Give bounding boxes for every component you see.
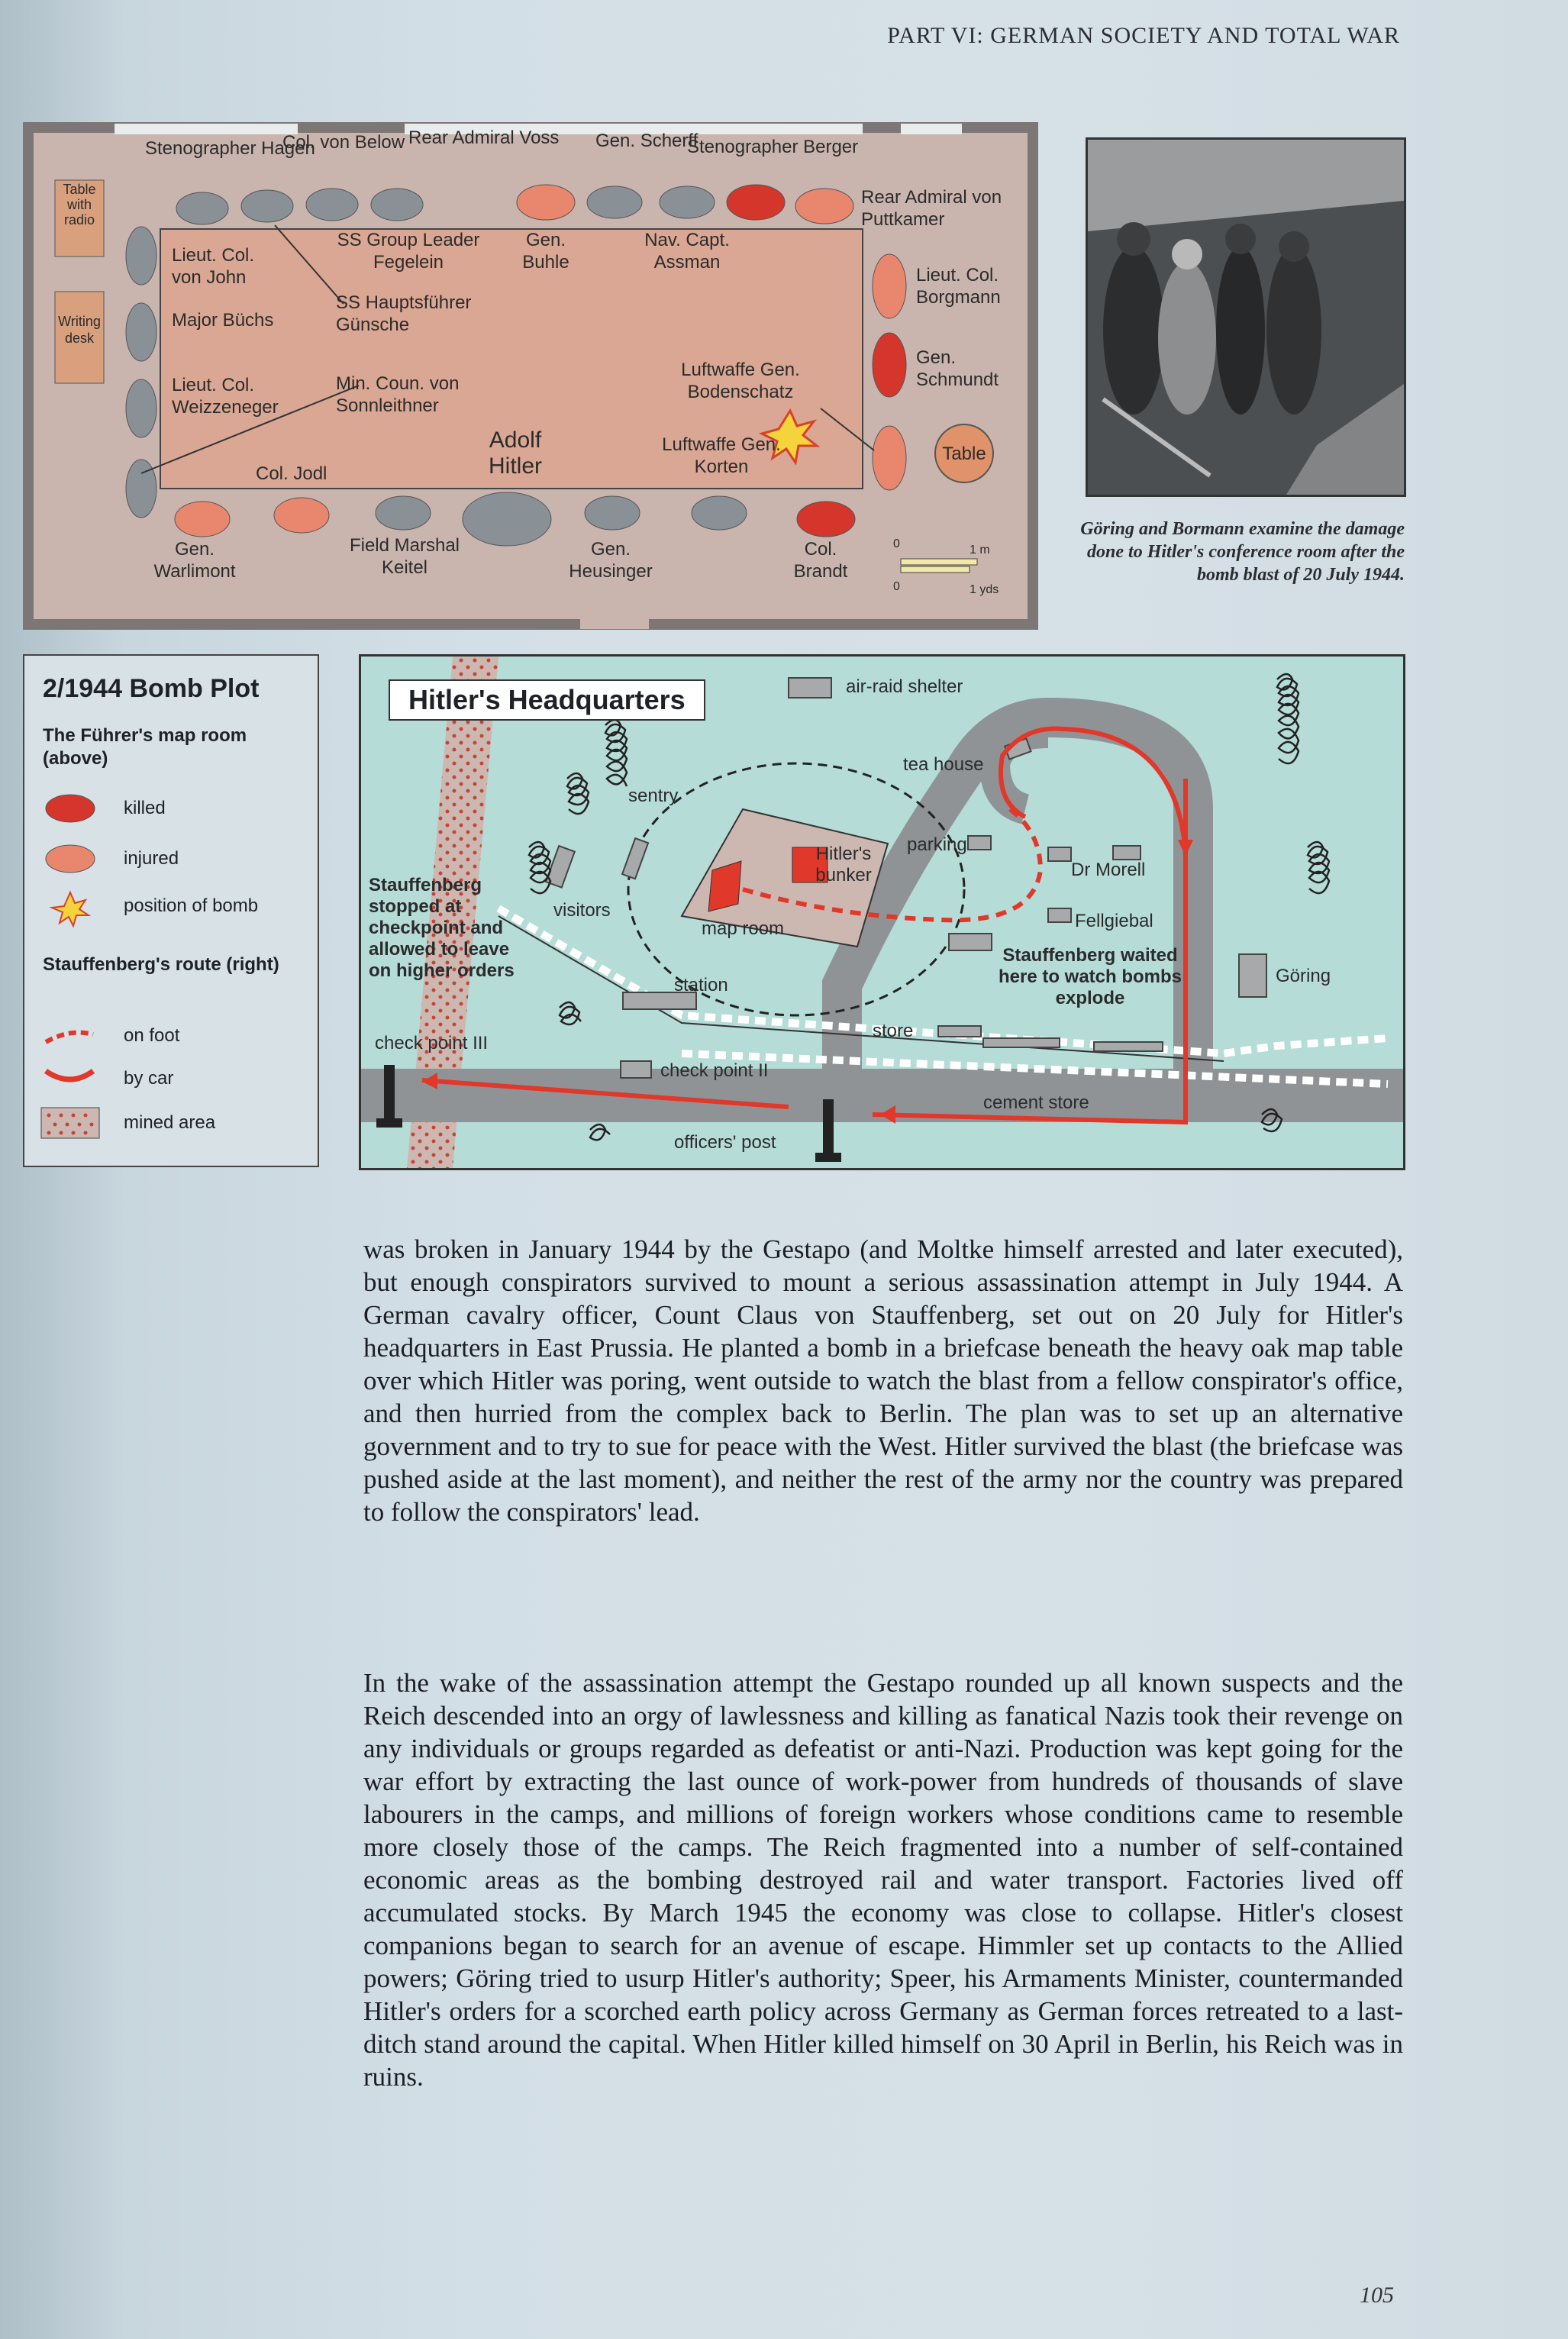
label-sonnleithner: Min. Coun. von Sonnleithner bbox=[336, 373, 460, 416]
label-check-point-3: check point III bbox=[375, 1033, 489, 1053]
map-room-diagram bbox=[23, 122, 1038, 630]
legend-killed: killed bbox=[124, 798, 166, 818]
mined-area-icon bbox=[40, 1106, 101, 1140]
running-head: PART VI: GERMAN SOCIETY AND TOTAL WAR bbox=[887, 23, 1400, 48]
label-brandt: Col. Brandt bbox=[793, 539, 848, 582]
label-dr-morell: Dr Morell bbox=[1071, 860, 1146, 880]
label-stenographer-berger: Stenographer Berger bbox=[687, 137, 859, 157]
label-weizzeneger: Lieut. Col. Weizzeneger bbox=[172, 375, 279, 418]
photo-caption: Göring and Bormann examine the damage done to Hitler's conference room after the bomb blast of 20 July 1944. bbox=[1080, 519, 1405, 585]
label-check-point-2: check point II bbox=[660, 1060, 769, 1081]
label-puttkamer: Rear Admiral von Puttkamer bbox=[861, 187, 1002, 230]
legend-title: 2/1944 Bomb Plot bbox=[43, 674, 260, 703]
legend-on-foot: on foot bbox=[124, 1025, 180, 1046]
label-writing-desk: Writing desk bbox=[58, 314, 101, 346]
label-voss: Rear Admiral Voss bbox=[408, 127, 560, 148]
label-buchs: Major Büchs bbox=[172, 310, 274, 331]
photo-drawing bbox=[1088, 140, 1404, 495]
label-station: station bbox=[674, 975, 728, 995]
label-von-below: Col. von Below bbox=[282, 132, 405, 153]
note-stauffenberg-waited: Stauffenberg waited here to watch bombs explode bbox=[998, 945, 1182, 1008]
label-buhle: Gen. Buhle bbox=[522, 230, 569, 273]
legend-mined: mined area bbox=[124, 1112, 216, 1133]
on-foot-icon bbox=[40, 1021, 101, 1051]
note-stauffenberg-stopped: Stauffenberg stopped at checkpoint and allowed to leave on higher orders bbox=[369, 875, 515, 981]
bomb-icon bbox=[40, 889, 101, 928]
killed-icon bbox=[40, 792, 101, 825]
injured-icon bbox=[40, 842, 101, 876]
legend-by-car: by car bbox=[124, 1068, 174, 1089]
label-heusinger: Gen. Heusinger bbox=[569, 539, 653, 582]
headquarters-map bbox=[359, 654, 1405, 1170]
legend-box bbox=[23, 654, 319, 1167]
scale-yards: 1 yds bbox=[970, 583, 999, 596]
label-von-john: Lieut. Col. von John bbox=[172, 245, 255, 288]
label-goring: Göring bbox=[1276, 966, 1331, 986]
legend-section-route: Stauffenberg's route (right) bbox=[43, 954, 279, 975]
label-officers-post: officers' post bbox=[674, 1132, 776, 1153]
label-jodl: Col. Jodl bbox=[256, 463, 327, 484]
label-gunsche: SS Hauptsführer Günsche bbox=[336, 292, 472, 335]
label-warlimont: Gen. Warlimont bbox=[153, 539, 236, 582]
scale-meters: 1 m bbox=[970, 544, 990, 557]
damage-photo bbox=[1086, 137, 1406, 497]
scale-zero: 0 bbox=[893, 537, 900, 550]
label-air-raid-shelter: air-raid shelter bbox=[846, 676, 963, 697]
legend-section-map-room: The Führer's map room (above) bbox=[43, 725, 247, 769]
label-stenographer-hagen: Stenographer Hagen bbox=[145, 138, 315, 159]
page-number: 105 bbox=[1360, 2283, 1394, 2308]
label-schmundt: Gen. Schmundt bbox=[916, 347, 999, 390]
label-fellgiebal: Fellgiebal bbox=[1075, 911, 1153, 931]
label-sentry: sentry bbox=[628, 786, 679, 806]
paragraph-2: In the wake of the assassination attempt the Gestapo rounded up all known suspects and the Reich descended into an orgy of lawlessness and killing as fanatical Nazis took their revenge on any individuals or groups regarded as defeatist or anti-Nazi. Production was kept going for the war effort by extracting the last ounce of work-power from hundreds of thousands of slave labourers in the camps, and millions of foreign workers whose conditions came to resemble more closely those of the camps. The Reich fragmented into a number of self-contained economic areas as the bombing destroyed rail and water transport. Factories lived off accumulated stocks. By March 1945 the economy was close to collapse. Hitler's closest companions began to search for an avenue of escape. Himmler set up contacts to the Allied powers; Göring tried to usurp Hitler's authority; Speer, his Armaments Minister, countermanded Hitler's orders for a scorched earth policy across Germany as German forces retreated to a last-ditch stand around the capital. When Hitler killed himself on 30 April in Berlin, his Reich was in ruins. bbox=[363, 1668, 1403, 2092]
label-hitler: Adolf Hitler bbox=[488, 427, 542, 479]
legend-bomb: position of bomb bbox=[124, 895, 259, 916]
paragraph-1: was broken in January 1944 by the Gestapo (and Moltke himself arrested and later executed), but enough conspirators survived to mount a serious assassination attempt in July 1944. A German cavalry officer, Count Claus von Stauffenberg, set out on 20 July for Hitler's headquarters in East Prussia. He planted a bomb in a briefcase beneath the heavy oak map table over which Hitler was poring, went outside to watch the blast from a fellow conspirator's office, and then hurried from the complex back to Berlin. The plan was to set up an alternative government and to try to sue for peace with the West. Hitler survived the blast (the briefcase was pushed aside at the last moment), and neither the rest of the army nor the country was prepared to follow the conspirators' lead. bbox=[363, 1234, 1403, 1527]
hq-title: Hitler's Headquarters bbox=[389, 679, 705, 721]
label-table: Table bbox=[942, 444, 986, 464]
label-tea-house: tea house bbox=[903, 754, 984, 775]
label-table-radio: Table with radio bbox=[63, 182, 96, 227]
label-fegelein: SS Group Leader Fegelein bbox=[337, 230, 480, 273]
label-parking: parking bbox=[907, 834, 967, 855]
label-visitors: visitors bbox=[553, 900, 611, 921]
label-cement-store: cement store bbox=[983, 1092, 1089, 1113]
label-assman: Nav. Capt. Assman bbox=[644, 230, 730, 273]
scale-zero-yds: 0 bbox=[893, 580, 900, 593]
label-map-room: map room bbox=[702, 918, 785, 939]
person-markers-right bbox=[873, 254, 906, 490]
by-car-icon bbox=[40, 1060, 101, 1091]
label-store: store bbox=[873, 1021, 914, 1041]
label-bodenschatz: Luftwaffe Gen. Bodenschatz bbox=[681, 360, 800, 402]
label-keitel: Field Marshal Keitel bbox=[349, 535, 460, 578]
label-borgmann: Lieut. Col. Borgmann bbox=[916, 265, 1001, 308]
legend-injured: injured bbox=[124, 848, 179, 869]
label-scherff: Gen. Scherff bbox=[595, 131, 699, 151]
label-korten: Luftwaffe Gen. Korten bbox=[662, 434, 781, 477]
label-hitlers-bunker: Hitler's bunker bbox=[815, 844, 872, 886]
